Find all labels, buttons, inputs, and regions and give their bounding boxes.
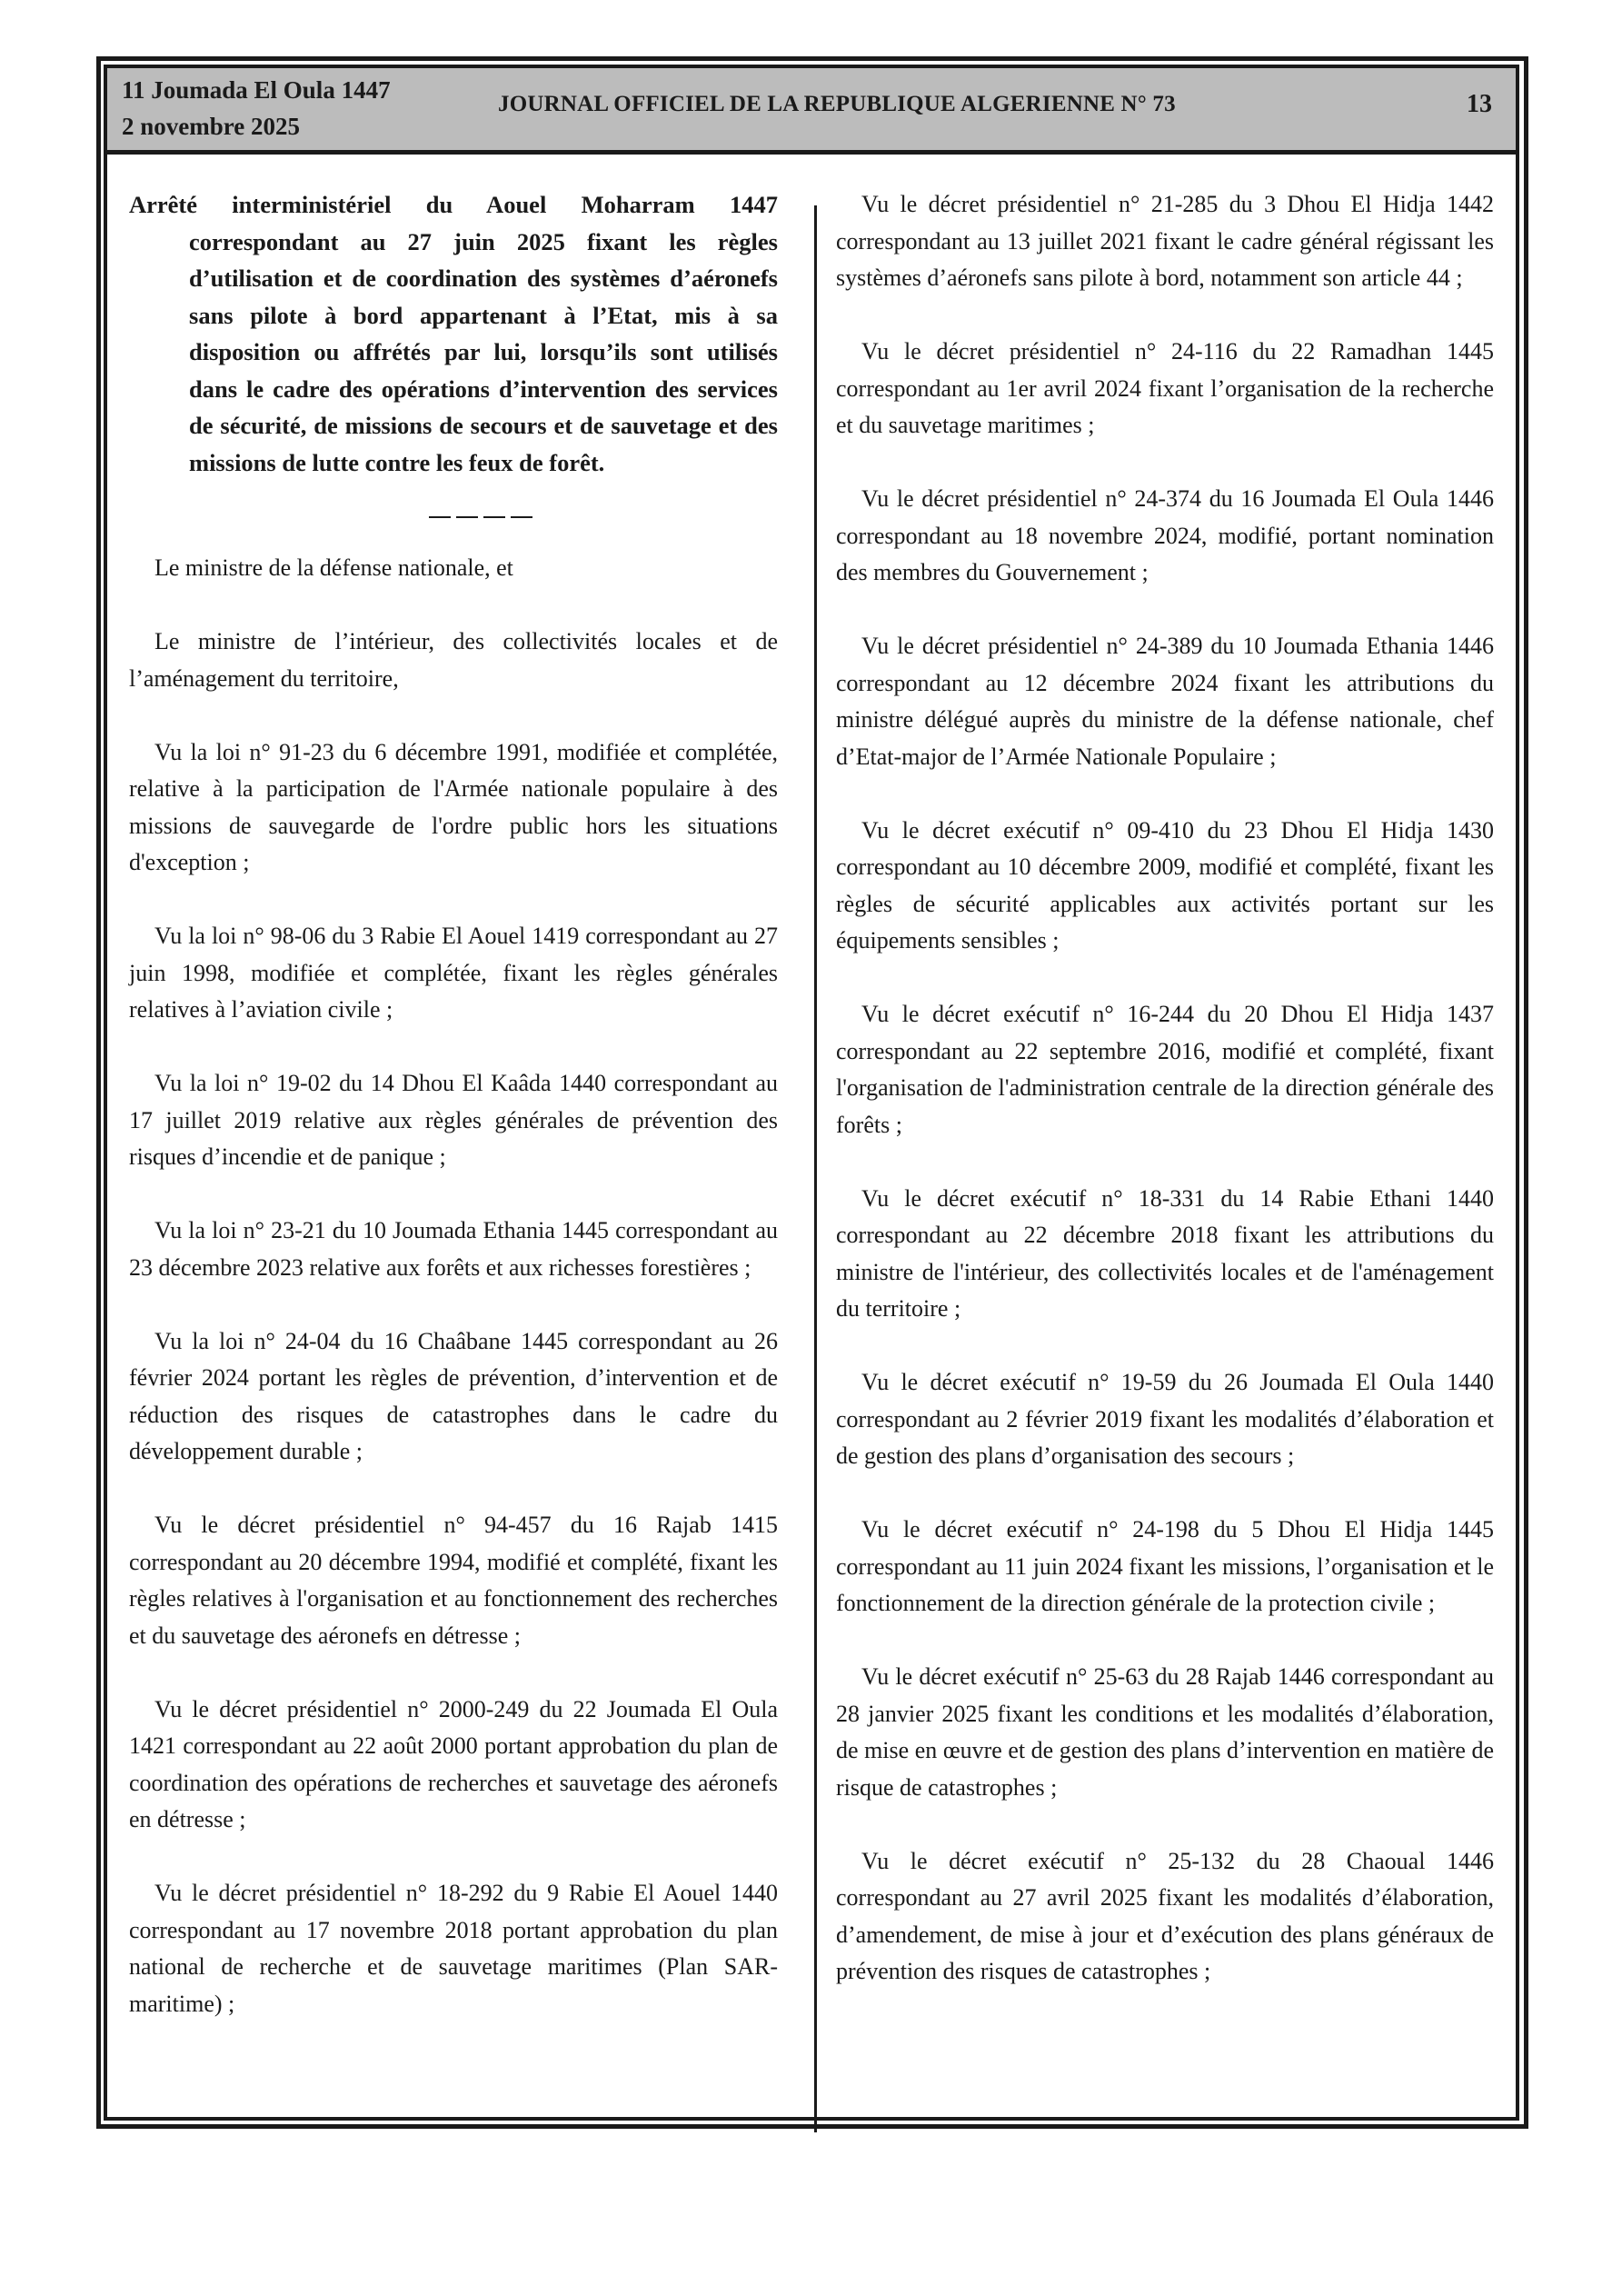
visa-paragraph: Vu la loi n° 98-06 du 3 Rabie El Aouel 1419 correspondant au 27 juin 1998, modifiée et complétée, fixant les règles générales relatives à l’aviation civile ; [129, 923, 778, 1023]
visa-paragraph: Vu le décret présidentiel n° 94-457 du 16 Rajab 1415 correspondant au 20 décembre 1994, modifié et complété, fixant les règles relatives à l'organisation et au fonctionnement des recherches et du sauvetage des aéronefs en détresse ; [129, 1512, 778, 1649]
visa-paragraph: Vu le décret exécutif n° 19-59 du 26 Joumada El Oula 1440 correspondant au 2 février 2019 fixant les modalités d’élaboration et de gestion des plans d’organisation des secours ; [836, 1369, 1494, 1469]
visa-paragraph: Vu la loi n° 91-23 du 6 décembre 1991, modifiée et complétée, relative à la participation de l'Armée nationale populaire à des missions de sauvegarde de l'ordre public hors les situations d'exception ; [129, 738, 778, 875]
visa-paragraph: Vu le décret exécutif n° 18-331 du 14 Rabie Ethani 1440 correspondant au 22 décembre 2018 fixant les attributions du ministre de l'intérieur, des collectivités locales et de l'aménagement du territoire ; [836, 1184, 1494, 1322]
journal-header [107, 68, 1516, 155]
visa-paragraph: Vu le décret exécutif n° 16-244 du 20 Dhou El Hidja 1437 correspondant au 22 septembre 2016, modifié et complété, fixant l'organisation de l'administration centrale de la direction générale des forêts ; [836, 1001, 1494, 1138]
visa-paragraph: Le ministre de la défense nationale, et [154, 554, 513, 581]
separator-dash [511, 516, 532, 518]
issue-date [122, 72, 391, 145]
visa-paragraph: Vu la loi n° 23-21 du 10 Joumada Ethania 1445 correspondant au 23 décembre 2023 relative aux forêts et aux richesses forestières ; [129, 1217, 778, 1281]
issue-date-hijri: 11 Joumada El Oula 1447 [122, 76, 391, 104]
issue-date-gregorian: 2 novembre 2025 [122, 113, 300, 140]
left-paragraphs [129, 550, 778, 2022]
column-divider [814, 205, 817, 2132]
page-number: 13 [1467, 90, 1492, 118]
visa-paragraph: Vu le décret présidentiel n° 2000-249 du 22 Joumada El Oula 1421 correspondant au 22 août 2000 portant approbation du plan de coordination des opérations de recherches et sauvetage des aéronefs en détresse ; [129, 1695, 778, 1832]
visa-paragraph: Vu le décret présidentiel n° 24-389 du 10 Joumada Ethania 1446 correspondant au 12 décembre 2024 fixant les attributions du ministre délégué auprès du ministre de la défense nationale, chef d’Etat-major de l’Armée Nationale Populaire ; [836, 633, 1494, 770]
separator-dash [456, 516, 478, 518]
separator-dash [483, 516, 505, 518]
visa-paragraph: Vu le décret exécutif n° 24-198 du 5 Dhou El Hidja 1445 correspondant au 11 juin 2024 fixant les missions, l’organisation et le fonctionnement de la direction générale de la protection civile ; [836, 1516, 1494, 1616]
right-paragraphs [836, 186, 1494, 1991]
separator-dash [429, 516, 451, 518]
right-column [836, 186, 1494, 2027]
visa-paragraph: Vu le décret exécutif n° 09-410 du 23 Dhou El Hidja 1430 correspondant au 10 décembre 2009, modifié et complété, fixant les règles de sécurité applicables aux activités portant sur les équipements sensibles ; [836, 816, 1494, 953]
journal-title: JOURNAL OFFICIEL DE LA REPUBLIQUE ALGERIENNE N° 73 [498, 92, 1176, 116]
visa-paragraph: Vu le décret présidentiel n° 24-116 du 22 Ramadhan 1445 correspondant au 1er avril 2024 fixant l’organisation de la recherche et du sauvetage maritimes ; [836, 338, 1494, 438]
visa-paragraph: Vu le décret exécutif n° 25-63 du 28 Rajab 1446 correspondant au 28 janvier 2025 fixant les conditions et les modalités d’élaboration, de mise en œuvre et de gestion des plans d’intervention en matière de risque de catastrophes ; [836, 1663, 1494, 1801]
visa-paragraph: Vu le décret présidentiel n° 24-374 du 16 Joumada El Oula 1446 correspondant au 18 novembre 2024, modifié, portant nomination des membres du Gouvernement ; [836, 485, 1494, 585]
left-column [129, 186, 778, 2060]
visa-paragraph: Vu le décret exécutif n° 25-132 du 28 Chaoual 1446 correspondant au 27 avril 2025 fixant les modalités d’élaboration, d’amendement, de mise à jour et d’exécution des plans généraux de prévention des risques de catastrophes ; [836, 1847, 1494, 1984]
title-separator [129, 499, 778, 535]
visa-paragraph: Le ministre de l’intérieur, des collectivités locales et de l’aménagement du territoire, [129, 628, 778, 692]
visa-paragraph: Vu le décret présidentiel n° 18-292 du 9 Rabie El Aouel 1440 correspondant au 17 novembre 2018 portant approbation du plan national de recherche et de sauvetage maritimes (Plan SAR-maritime) ; [129, 1880, 778, 2017]
visa-paragraph: Vu la loi n° 24-04 du 16 Chaâbane 1445 correspondant au 26 février 2024 portant les règles de prévention, d’intervention et de réduction des risques de catastrophes dans le cadre du développement durable ; [129, 1327, 778, 1464]
visa-paragraph: Vu la loi n° 19-02 du 14 Dhou El Kaâda 1440 correspondant au 17 juillet 2019 relative aux règles générales de prévention des risques d’incendie et de panique ; [129, 1070, 778, 1170]
visa-paragraph: Vu le décret présidentiel n° 21-285 du 3 Dhou El Hidja 1442 correspondant au 13 juillet 2021 fixant le cadre général régissant les systèmes d’aéronefs sans pilote à bord, notamment son article 44 ; [836, 191, 1494, 291]
decree-title: Arrêté interministériel du Aouel Moharram 1447 correspondant au 27 juin 2025 fixant les règles d’utilisation et de coordination des systèmes d’aéronefs sans pilote à bord appartenant à l’Etat, mis à sa disposition ou affrétés par lui, lorsqu’ils sont utilisés dans le cadre des opérations d’intervention des services de sécurité, de missions de secours et de sauvetage et des missions de lutte contre les feux de forêt. [129, 191, 778, 476]
